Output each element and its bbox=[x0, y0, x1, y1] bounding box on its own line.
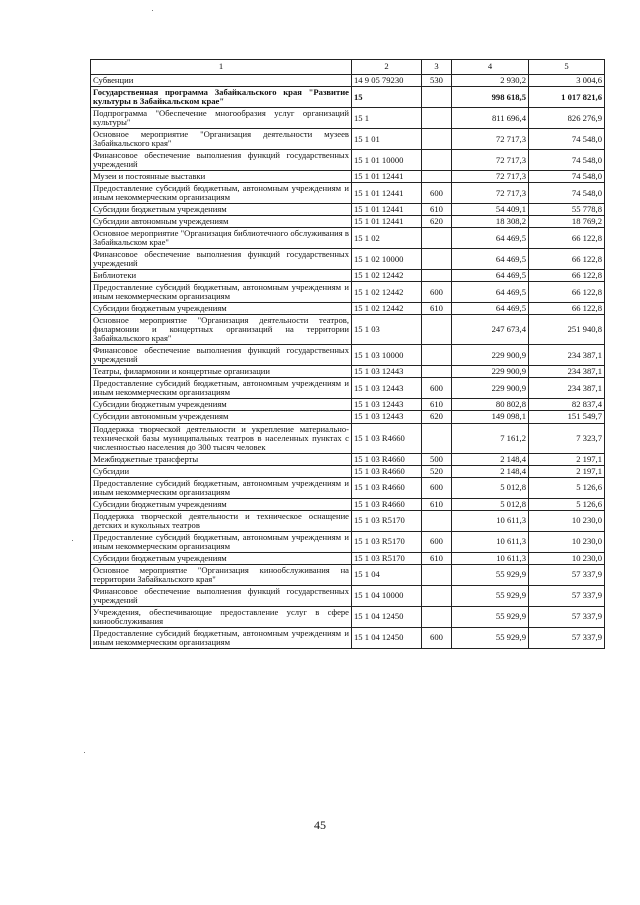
row-value-cell-col5: 10 230,0 bbox=[529, 531, 605, 552]
row-value-cell-col4: 64 469,5 bbox=[452, 270, 529, 282]
row-expense-type-cell bbox=[422, 366, 452, 378]
table-row bbox=[91, 498, 605, 510]
row-name-cell: Театры, филармонии и концертные организации bbox=[91, 366, 352, 378]
row-value-cell-col5: 66 122,8 bbox=[529, 228, 605, 249]
table-row bbox=[91, 465, 605, 477]
row-value-cell-col4: 5 012,8 bbox=[452, 498, 529, 510]
row-value-cell-col5: 82 837,4 bbox=[529, 399, 605, 411]
table-row bbox=[91, 453, 605, 465]
row-expense-type-cell bbox=[422, 150, 452, 171]
row-expense-type-cell: 600 bbox=[422, 531, 452, 552]
row-value-cell-col4: 247 673,4 bbox=[452, 315, 529, 345]
row-name-cell: Предоставление субсидий бюджетным, автономным учреждениям и иным некоммерческим организациям bbox=[91, 183, 352, 204]
row-name-cell: Государственная программа Забайкальского края "Развитие культуры в Забайкальском крае" bbox=[91, 87, 352, 108]
row-value-cell-col5: 66 122,8 bbox=[529, 303, 605, 315]
row-code-cell: 15 1 01 12441 bbox=[352, 171, 422, 183]
column-header: 5 bbox=[529, 60, 605, 75]
table-row bbox=[91, 129, 605, 150]
row-expense-type-cell: 530 bbox=[422, 75, 452, 87]
table-row bbox=[91, 477, 605, 498]
row-value-cell-col5: 57 337,9 bbox=[529, 585, 605, 606]
row-value-cell-col5: 66 122,8 bbox=[529, 270, 605, 282]
row-value-cell-col4: 55 929,9 bbox=[452, 606, 529, 627]
table-row bbox=[91, 150, 605, 171]
row-value-cell-col4: 811 696,4 bbox=[452, 108, 529, 129]
row-name-cell: Субсидии автономным учреждениям bbox=[91, 411, 352, 423]
row-expense-type-cell: 610 bbox=[422, 303, 452, 315]
row-name-cell: Субсидии бюджетным учреждениям bbox=[91, 303, 352, 315]
row-name-cell: Поддержка творческой деятельности и укрепление материально-технической базы муниципальных театров в населенных пунктах с численностью населения до 300 тысяч человек bbox=[91, 423, 352, 453]
row-expense-type-cell bbox=[422, 249, 452, 270]
row-value-cell-col5: 7 323,7 bbox=[529, 423, 605, 453]
table-row bbox=[91, 171, 605, 183]
row-code-cell: 15 1 02 12442 bbox=[352, 303, 422, 315]
table-row bbox=[91, 411, 605, 423]
row-value-cell-col4: 72 717,3 bbox=[452, 183, 529, 204]
row-name-cell: Предоставление субсидий бюджетным, автономным учреждениям и иным некоммерческим организациям bbox=[91, 282, 352, 303]
row-name-cell: Основное мероприятие "Организация деятельности театров, филармонии и концертных организаций на территории Забайкальского края" bbox=[91, 315, 352, 345]
row-expense-type-cell bbox=[422, 345, 452, 366]
row-value-cell-col4: 80 802,8 bbox=[452, 399, 529, 411]
row-value-cell-col5: 10 230,0 bbox=[529, 552, 605, 564]
row-value-cell-col4: 10 611,3 bbox=[452, 531, 529, 552]
row-name-cell: Основное мероприятие "Организация деятельности музеев Забайкальского края" bbox=[91, 129, 352, 150]
row-value-cell-col4: 64 469,5 bbox=[452, 228, 529, 249]
row-value-cell-col4: 55 929,9 bbox=[452, 627, 529, 648]
row-expense-type-cell: 600 bbox=[422, 627, 452, 648]
row-code-cell: 15 1 03 12443 bbox=[352, 411, 422, 423]
row-value-cell-col5: 151 549,7 bbox=[529, 411, 605, 423]
row-code-cell: 15 1 03 12443 bbox=[352, 366, 422, 378]
row-name-cell: Субвенции bbox=[91, 75, 352, 87]
row-expense-type-cell bbox=[422, 606, 452, 627]
row-value-cell-col5: 10 230,0 bbox=[529, 510, 605, 531]
row-code-cell: 15 1 03 R4660 bbox=[352, 423, 422, 453]
row-value-cell-col5: 2 197,1 bbox=[529, 453, 605, 465]
row-value-cell-col5: 74 548,0 bbox=[529, 183, 605, 204]
row-code-cell: 15 1 03 R5170 bbox=[352, 510, 422, 531]
row-code-cell: 15 1 04 12450 bbox=[352, 627, 422, 648]
row-value-cell-col4: 64 469,5 bbox=[452, 303, 529, 315]
row-expense-type-cell: 610 bbox=[422, 498, 452, 510]
row-expense-type-cell bbox=[422, 228, 452, 249]
row-name-cell: Финансовое обеспечение выполнения функций государственных учреждений bbox=[91, 345, 352, 366]
row-expense-type-cell: 520 bbox=[422, 465, 452, 477]
row-code-cell: 15 1 02 12442 bbox=[352, 282, 422, 303]
row-name-cell: Основное мероприятие "Организация библиотечного обслуживания в Забайкальском крае" bbox=[91, 228, 352, 249]
scan-speck bbox=[152, 10, 153, 11]
row-name-cell: Библиотеки bbox=[91, 270, 352, 282]
row-value-cell-col5: 57 337,9 bbox=[529, 564, 605, 585]
row-value-cell-col4: 55 929,9 bbox=[452, 585, 529, 606]
table-row bbox=[91, 585, 605, 606]
row-expense-type-cell bbox=[422, 585, 452, 606]
row-name-cell: Финансовое обеспечение выполнения функций государственных учреждений bbox=[91, 585, 352, 606]
table-row bbox=[91, 216, 605, 228]
table-row bbox=[91, 510, 605, 531]
row-code-cell: 15 bbox=[352, 87, 422, 108]
table-row bbox=[91, 378, 605, 399]
row-name-cell: Поддержка творческой деятельности и техническое оснащение детских и кукольных театров bbox=[91, 510, 352, 531]
row-code-cell: 15 1 04 bbox=[352, 564, 422, 585]
table-row bbox=[91, 249, 605, 270]
row-expense-type-cell bbox=[422, 315, 452, 345]
row-value-cell-col5: 234 387,1 bbox=[529, 366, 605, 378]
row-value-cell-col5: 55 778,8 bbox=[529, 204, 605, 216]
row-code-cell: 15 1 02 12442 bbox=[352, 270, 422, 282]
row-value-cell-col5: 74 548,0 bbox=[529, 171, 605, 183]
row-code-cell: 15 1 03 12443 bbox=[352, 399, 422, 411]
row-value-cell-col4: 5 012,8 bbox=[452, 477, 529, 498]
row-value-cell-col4: 7 161,2 bbox=[452, 423, 529, 453]
row-code-cell: 15 1 02 bbox=[352, 228, 422, 249]
row-value-cell-col5: 57 337,9 bbox=[529, 606, 605, 627]
row-code-cell: 15 1 03 bbox=[352, 315, 422, 345]
row-value-cell-col4: 72 717,3 bbox=[452, 171, 529, 183]
row-expense-type-cell: 610 bbox=[422, 204, 452, 216]
table-row bbox=[91, 87, 605, 108]
table-row bbox=[91, 108, 605, 129]
table-row bbox=[91, 627, 605, 648]
row-expense-type-cell: 600 bbox=[422, 477, 452, 498]
row-value-cell-col5: 1 017 821,6 bbox=[529, 87, 605, 108]
table-row bbox=[91, 423, 605, 453]
row-value-cell-col5: 234 387,1 bbox=[529, 378, 605, 399]
scan-speck bbox=[72, 540, 73, 541]
table-row bbox=[91, 552, 605, 564]
table-row bbox=[91, 75, 605, 87]
table-row bbox=[91, 282, 605, 303]
row-code-cell: 15 1 03 R4660 bbox=[352, 498, 422, 510]
row-value-cell-col4: 2 148,4 bbox=[452, 465, 529, 477]
table-row bbox=[91, 366, 605, 378]
column-header: 3 bbox=[422, 60, 452, 75]
row-value-cell-col4: 54 409,1 bbox=[452, 204, 529, 216]
row-value-cell-col5: 5 126,6 bbox=[529, 498, 605, 510]
row-expense-type-cell bbox=[422, 564, 452, 585]
row-name-cell: Предоставление субсидий бюджетным, автономным учреждениям и иным некоммерческим организациям bbox=[91, 531, 352, 552]
row-value-cell-col5: 234 387,1 bbox=[529, 345, 605, 366]
row-code-cell: 15 1 03 R5170 bbox=[352, 552, 422, 564]
row-expense-type-cell: 610 bbox=[422, 399, 452, 411]
row-code-cell: 15 1 03 R5170 bbox=[352, 531, 422, 552]
row-expense-type-cell bbox=[422, 129, 452, 150]
row-expense-type-cell bbox=[422, 87, 452, 108]
row-code-cell: 15 1 01 bbox=[352, 129, 422, 150]
table-row bbox=[91, 399, 605, 411]
row-expense-type-cell: 620 bbox=[422, 216, 452, 228]
row-value-cell-col4: 10 611,3 bbox=[452, 510, 529, 531]
row-expense-type-cell: 500 bbox=[422, 453, 452, 465]
row-code-cell: 15 1 01 12441 bbox=[352, 183, 422, 204]
row-value-cell-col4: 229 900,9 bbox=[452, 378, 529, 399]
row-name-cell: Подпрограмма "Обеспечение многообразия услуг организаций культуры" bbox=[91, 108, 352, 129]
row-expense-type-cell bbox=[422, 270, 452, 282]
row-code-cell: 15 1 03 12443 bbox=[352, 378, 422, 399]
table-row bbox=[91, 531, 605, 552]
row-code-cell: 15 1 01 10000 bbox=[352, 150, 422, 171]
row-name-cell: Финансовое обеспечение выполнения функций государственных учреждений bbox=[91, 249, 352, 270]
row-name-cell: Основное мероприятие "Организация кинообслуживания на территории Забайкальского края" bbox=[91, 564, 352, 585]
row-value-cell-col4: 2 930,2 bbox=[452, 75, 529, 87]
table-row bbox=[91, 564, 605, 585]
budget-table bbox=[90, 59, 605, 649]
row-name-cell: Музеи и постоянные выставки bbox=[91, 171, 352, 183]
row-code-cell: 14 9 05 79230 bbox=[352, 75, 422, 87]
row-value-cell-col5: 251 940,8 bbox=[529, 315, 605, 345]
row-code-cell: 15 1 02 10000 bbox=[352, 249, 422, 270]
row-expense-type-cell bbox=[422, 171, 452, 183]
row-code-cell: 15 1 03 R4660 bbox=[352, 477, 422, 498]
row-name-cell: Субсидии бюджетным учреждениям bbox=[91, 498, 352, 510]
row-name-cell: Учреждения, обеспечивающие предоставление услуг в сфере кинообслуживания bbox=[91, 606, 352, 627]
scan-speck bbox=[84, 752, 85, 753]
column-header: 1 bbox=[91, 60, 352, 75]
row-code-cell: 15 1 01 12441 bbox=[352, 204, 422, 216]
table-header-row bbox=[91, 60, 605, 75]
row-value-cell-col4: 18 308,2 bbox=[452, 216, 529, 228]
row-value-cell-col5: 74 548,0 bbox=[529, 150, 605, 171]
row-name-cell: Финансовое обеспечение выполнения функций государственных учреждений bbox=[91, 150, 352, 171]
row-value-cell-col5: 826 276,9 bbox=[529, 108, 605, 129]
table-row bbox=[91, 606, 605, 627]
row-code-cell: 15 1 03 R4660 bbox=[352, 453, 422, 465]
row-value-cell-col4: 72 717,3 bbox=[452, 129, 529, 150]
row-value-cell-col4: 72 717,3 bbox=[452, 150, 529, 171]
row-expense-type-cell bbox=[422, 423, 452, 453]
row-expense-type-cell: 600 bbox=[422, 378, 452, 399]
row-value-cell-col4: 64 469,5 bbox=[452, 249, 529, 270]
row-code-cell: 15 1 01 12441 bbox=[352, 216, 422, 228]
row-expense-type-cell bbox=[422, 108, 452, 129]
row-value-cell-col4: 64 469,5 bbox=[452, 282, 529, 303]
row-value-cell-col4: 149 098,1 bbox=[452, 411, 529, 423]
row-code-cell: 15 1 bbox=[352, 108, 422, 129]
row-name-cell: Предоставление субсидий бюджетным, автономным учреждениям и иным некоммерческим организациям bbox=[91, 627, 352, 648]
table-row bbox=[91, 345, 605, 366]
row-code-cell: 15 1 03 10000 bbox=[352, 345, 422, 366]
row-value-cell-col4: 55 929,9 bbox=[452, 564, 529, 585]
row-value-cell-col5: 66 122,8 bbox=[529, 282, 605, 303]
row-expense-type-cell bbox=[422, 510, 452, 531]
row-expense-type-cell: 610 bbox=[422, 552, 452, 564]
table-row bbox=[91, 204, 605, 216]
row-name-cell: Предоставление субсидий бюджетным, автономным учреждениям и иным некоммерческим организациям bbox=[91, 477, 352, 498]
table-row bbox=[91, 183, 605, 204]
table-row bbox=[91, 315, 605, 345]
row-value-cell-col5: 2 197,1 bbox=[529, 465, 605, 477]
row-value-cell-col5: 57 337,9 bbox=[529, 627, 605, 648]
row-value-cell-col4: 2 148,4 bbox=[452, 453, 529, 465]
row-name-cell: Предоставление субсидий бюджетным, автономным учреждениям и иным некоммерческим организациям bbox=[91, 378, 352, 399]
column-header: 4 bbox=[452, 60, 529, 75]
table-row bbox=[91, 270, 605, 282]
row-name-cell: Субсидии bbox=[91, 465, 352, 477]
row-name-cell: Субсидии бюджетным учреждениям bbox=[91, 552, 352, 564]
row-value-cell-col4: 10 611,3 bbox=[452, 552, 529, 564]
row-name-cell: Субсидии автономным учреждениям bbox=[91, 216, 352, 228]
table-row bbox=[91, 228, 605, 249]
row-name-cell: Межбюджетные трансферты bbox=[91, 453, 352, 465]
row-value-cell-col5: 18 769,2 bbox=[529, 216, 605, 228]
row-value-cell-col4: 229 900,9 bbox=[452, 345, 529, 366]
row-expense-type-cell: 600 bbox=[422, 183, 452, 204]
page-number: 45 bbox=[314, 818, 326, 832]
column-header: 2 bbox=[352, 60, 422, 75]
row-code-cell: 15 1 04 10000 bbox=[352, 585, 422, 606]
row-code-cell: 15 1 03 R4660 bbox=[352, 465, 422, 477]
row-value-cell-col5: 66 122,8 bbox=[529, 249, 605, 270]
row-value-cell-col5: 5 126,6 bbox=[529, 477, 605, 498]
row-value-cell-col4: 229 900,9 bbox=[452, 366, 529, 378]
table-row bbox=[91, 303, 605, 315]
row-value-cell-col5: 74 548,0 bbox=[529, 129, 605, 150]
row-expense-type-cell: 600 bbox=[422, 282, 452, 303]
row-value-cell-col4: 998 618,5 bbox=[452, 87, 529, 108]
row-expense-type-cell: 620 bbox=[422, 411, 452, 423]
row-name-cell: Субсидии бюджетным учреждениям bbox=[91, 204, 352, 216]
row-code-cell: 15 1 04 12450 bbox=[352, 606, 422, 627]
row-name-cell: Субсидии бюджетным учреждениям bbox=[91, 399, 352, 411]
row-value-cell-col5: 3 004,6 bbox=[529, 75, 605, 87]
